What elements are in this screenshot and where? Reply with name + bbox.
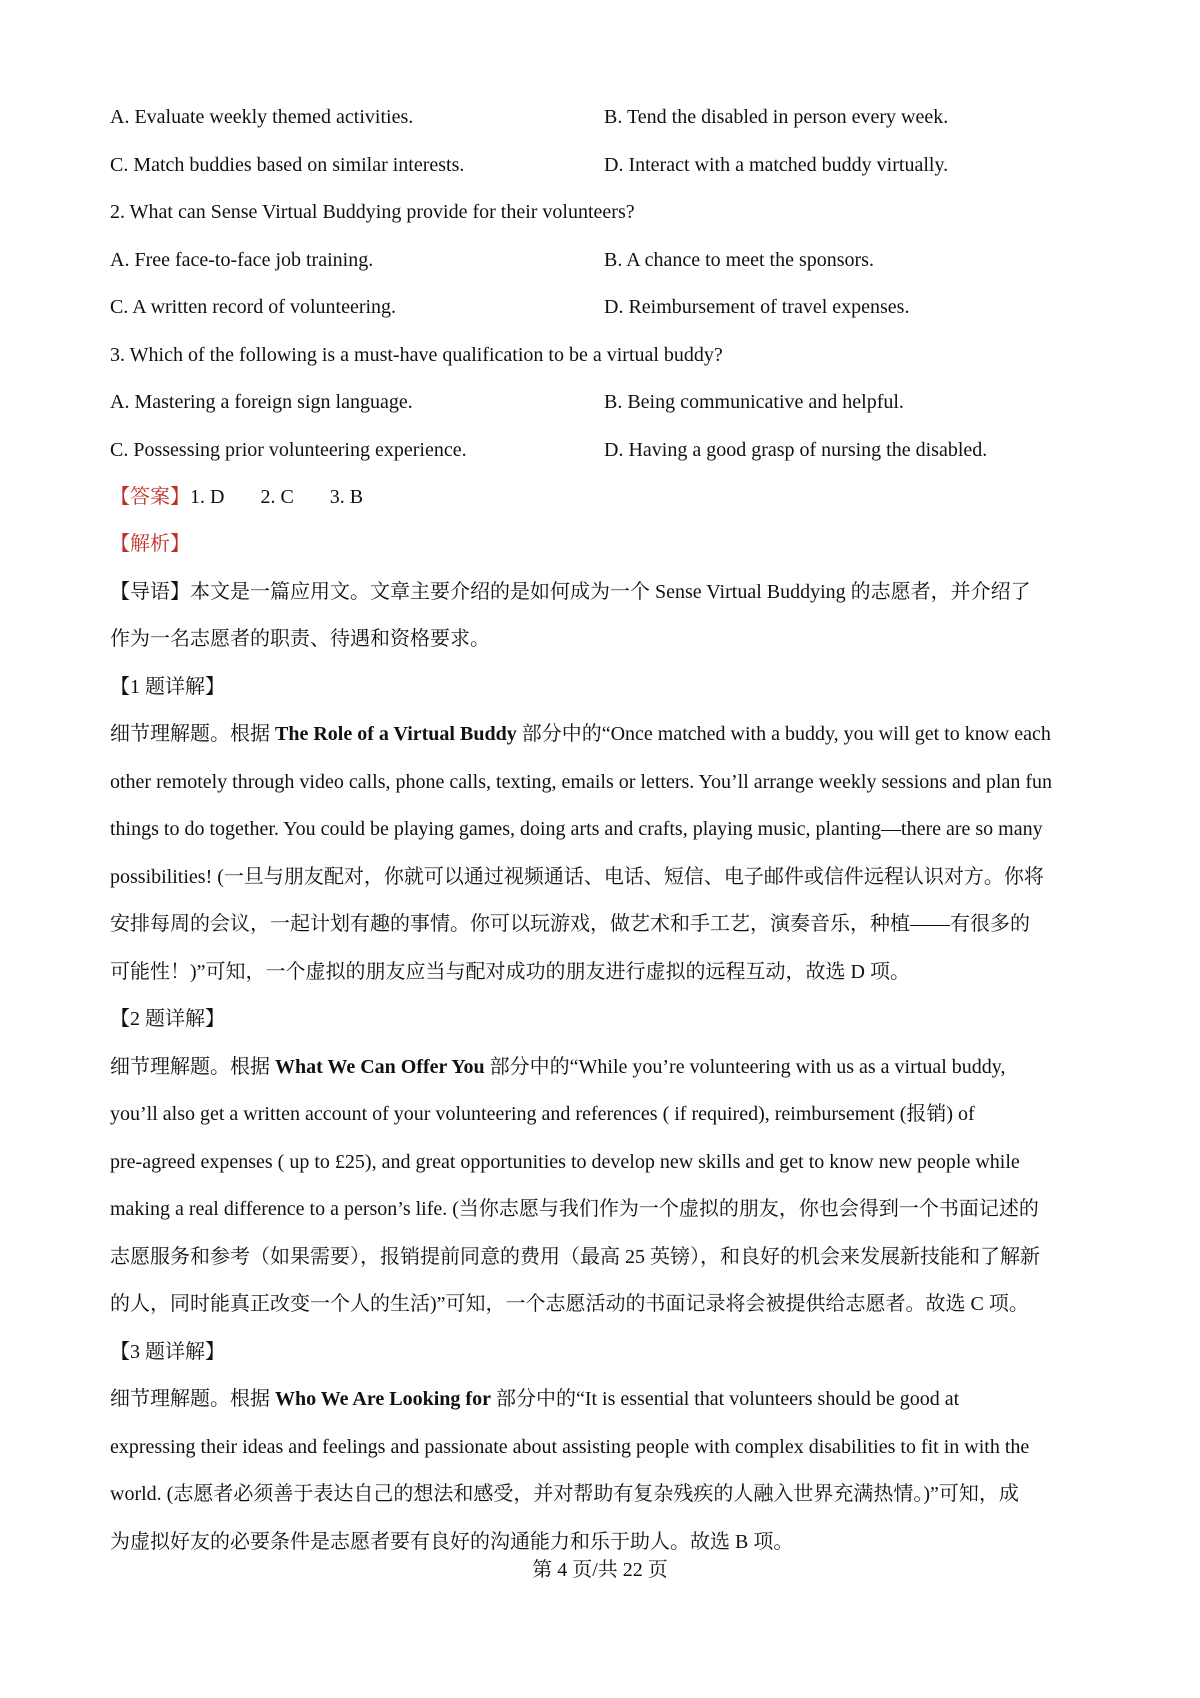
detail-2-line-1 <box>110 1053 1005 1081</box>
detail-1-section-title: The Role of a Virtual Buddy <box>275 723 517 745</box>
analysis-label: 【解析】 <box>110 533 190 555</box>
q2-option-b: B. A chance to meet the sponsors. <box>604 249 874 271</box>
detail-2-prefix: 细节理解题。根据 <box>110 1056 275 1078</box>
detail-2-line-4: making a real difference to a person’s life. (当你志愿与我们作为一个虚拟的朋友，你也会得到一个书面记述的 <box>110 1198 1039 1220</box>
detail-1-line-6: 可能性！)”可知，一个虚拟的朋友应当与配对成功的朋友进行虚拟的远程互动，故选 D 项。 <box>110 961 910 983</box>
detail-2-heading: 【2 题详解】 <box>110 1008 225 1030</box>
detail-1-line-2: other remotely through video calls, phone calls, texting, emails or letters. You’ll arrange weekly sessions and plan fun <box>110 771 1053 793</box>
answer-1: 1. D <box>190 486 225 508</box>
detail-3-heading: 【3 题详解】 <box>110 1341 225 1363</box>
q2-option-d: D. Reimbursement of travel expenses. <box>604 296 910 318</box>
intro-line-2: 作为一名志愿者的职责、待遇和资格要求。 <box>110 628 490 650</box>
q1-option-d: D. Interact with a matched buddy virtually. <box>604 154 949 176</box>
answer-3: 3. B <box>329 486 364 508</box>
detail-1-prefix: 细节理解题。根据 <box>110 723 275 745</box>
q3-option-c: C. Possessing prior volunteering experience. <box>110 439 467 461</box>
q3-option-d: D. Having a good grasp of nursing the disabled. <box>604 439 988 461</box>
detail-3-line-3: world. (志愿者必须善于表达自己的想法和感受，并对帮助有复杂残疾的人融入世界充满热情。)”可知，成 <box>110 1483 1019 1505</box>
detail-3-line-4: 为虚拟好友的必要条件是志愿者要有良好的沟通能力和乐于助人。故选 B 项。 <box>110 1531 794 1553</box>
detail-1-heading: 【1 题详解】 <box>110 676 225 698</box>
q2-stem: 2. What can Sense Virtual Buddying provide for their volunteers? <box>110 201 635 223</box>
answer-line <box>110 483 363 511</box>
answer-2: 2. C <box>260 486 294 508</box>
detail-1-line-3: things to do together. You could be playing games, doing arts and crafts, playing music, planting—there are so many <box>110 818 1043 840</box>
q1-option-c: C. Match buddies based on similar interests. <box>110 154 465 176</box>
detail-3-line-1 <box>110 1385 959 1413</box>
detail-3-quote-start: 部分中的“It is essential that volunteers should be good at <box>490 1388 960 1410</box>
q2-option-a: A. Free face-to-face job training. <box>110 249 374 271</box>
q1-option-a: A. Evaluate weekly themed activities. <box>110 106 414 128</box>
detail-2-line-5: 志愿服务和参考（如果需要），报销提前同意的费用（最高 25 英镑），和良好的机会来发展新技能和了解新 <box>110 1246 1040 1268</box>
q3-option-b: B. Being communicative and helpful. <box>604 391 904 413</box>
detail-1-quote-start: 部分中的“Once matched with a buddy, you will get to know each <box>516 723 1051 745</box>
q2-option-c: C. A written record of volunteering. <box>110 296 397 318</box>
detail-2-line-3: pre-agreed expenses ( up to £25), and great opportunities to develop new skills and get to know new people while <box>110 1151 1020 1173</box>
detail-3-prefix: 细节理解题。根据 <box>110 1388 275 1410</box>
q3-option-a: A. Mastering a foreign sign language. <box>110 391 413 413</box>
detail-2-line-6: 的人，同时能真正改变一个人的生活)”可知，一个志愿活动的书面记录将会被提供给志愿者。故选 C 项。 <box>110 1293 1029 1315</box>
detail-2-section-title: What We Can Offer You <box>275 1056 485 1078</box>
detail-3-line-2: expressing their ideas and feelings and passionate about assisting people with complex disabilities to fit in with the <box>110 1436 1030 1458</box>
detail-1-line-1 <box>110 720 1051 748</box>
intro-line-1: 【导语】本文是一篇应用文。文章主要介绍的是如何成为一个 Sense Virtual Buddying 的志愿者，并介绍了 <box>110 581 1031 603</box>
q1-option-b: B. Tend the disabled in person every week. <box>604 106 949 128</box>
page-footer: 第 4 页/共 22 页 <box>532 1559 668 1581</box>
q3-stem: 3. Which of the following is a must-have qualification to be a virtual buddy? <box>110 344 723 366</box>
detail-3-section-title: Who We Are Looking for <box>275 1388 491 1410</box>
detail-2-line-2: you’ll also get a written account of your volunteering and references ( if required), reimbursement (报销) of <box>110 1103 975 1125</box>
detail-1-line-4: possibilities! (一旦与朋友配对，你就可以通过视频通话、电话、短信、电子邮件或信件远程认识对方。你将 <box>110 866 1044 888</box>
detail-1-line-5: 安排每周的会议，一起计划有趣的事情。你可以玩游戏，做艺术和手工艺，演奏音乐，种植——有很多的 <box>110 913 1030 935</box>
answer-label: 【答案】 <box>110 486 190 508</box>
detail-2-quote-start: 部分中的“While you’re volunteering with us as a virtual buddy, <box>484 1056 1006 1078</box>
